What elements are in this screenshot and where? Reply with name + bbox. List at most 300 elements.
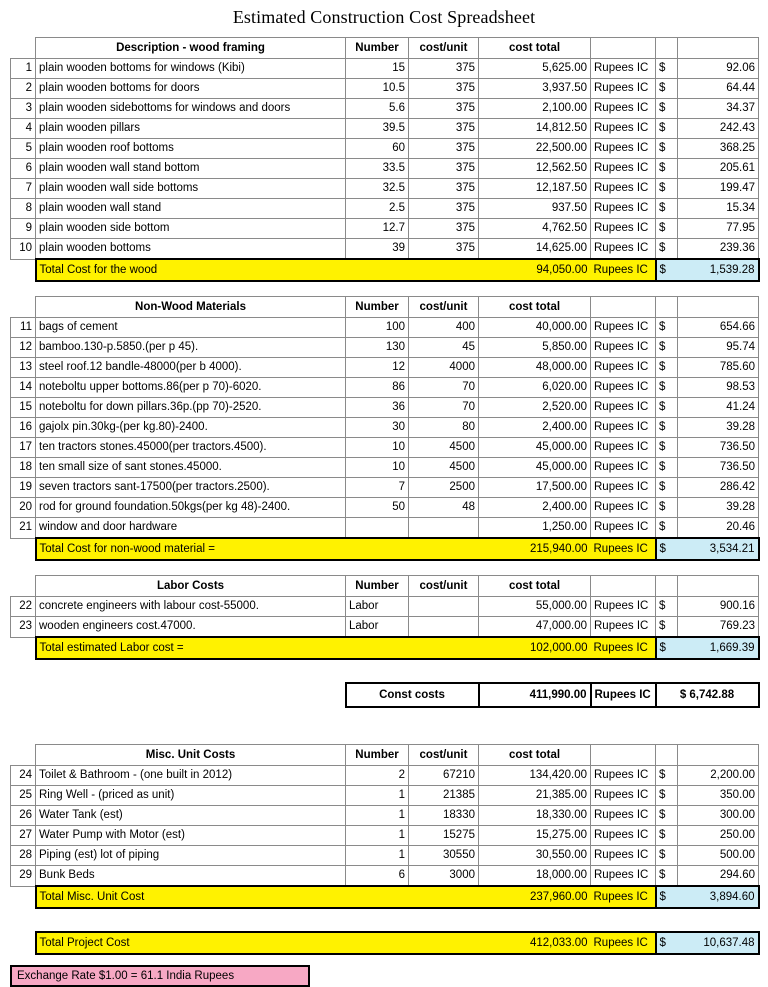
row-dollar-sign-cell: $ bbox=[656, 478, 678, 498]
row-dollar-sign-cell: $ bbox=[656, 139, 678, 159]
row-cost-unit-cell[interactable]: 18330 bbox=[409, 806, 479, 826]
row-quantity-cell[interactable]: 1 bbox=[346, 786, 409, 806]
row-quantity-cell[interactable]: 130 bbox=[346, 338, 409, 358]
row-usd-cell[interactable]: 2,200.00 bbox=[678, 766, 759, 786]
row-cost-unit-cell[interactable]: 375 bbox=[409, 119, 479, 139]
total-dollar-sign-cell: $ bbox=[656, 259, 678, 281]
column-header-cost-unit: cost/unit bbox=[409, 38, 479, 59]
table-row[interactable] bbox=[11, 866, 759, 887]
table-row[interactable] bbox=[11, 786, 759, 806]
row-currency-cell: Rupees IC bbox=[591, 786, 656, 806]
row-cost-total-cell[interactable]: 14,625.00 bbox=[479, 239, 591, 260]
column-header-usd bbox=[678, 38, 759, 59]
total-label-cell: Total estimated Labor cost = bbox=[36, 637, 346, 659]
table-row[interactable] bbox=[11, 179, 759, 199]
row-number-cell: 8 bbox=[11, 199, 36, 219]
row-cost-total-cell[interactable]: 45,000.00 bbox=[479, 438, 591, 458]
project-total-usd-cell: 10,637.48 bbox=[678, 932, 759, 954]
row-cost-unit-cell[interactable] bbox=[409, 518, 479, 539]
section-title-cell: Misc. Unit Costs bbox=[36, 745, 346, 766]
row-dollar-sign-cell: $ bbox=[656, 59, 678, 79]
row-number-cell: 3 bbox=[11, 99, 36, 119]
row-usd-cell[interactable]: 250.00 bbox=[678, 826, 759, 846]
row-description-cell[interactable]: plain wooden bottoms for doors bbox=[36, 79, 346, 99]
row-quantity-cell[interactable]: 86 bbox=[346, 378, 409, 398]
row-quantity-cell[interactable] bbox=[346, 518, 409, 539]
total-label-cell: Total Cost for non-wood material = bbox=[36, 538, 346, 560]
section-title-cell: Labor Costs bbox=[36, 576, 346, 597]
row-cost-total-cell[interactable]: 48,000.00 bbox=[479, 358, 591, 378]
column-header-currency bbox=[591, 38, 656, 59]
table-row[interactable] bbox=[11, 338, 759, 358]
row-description-cell[interactable]: plain wooden pillars bbox=[36, 119, 346, 139]
row-usd-cell[interactable]: 39.28 bbox=[678, 418, 759, 438]
row-dollar-sign-cell: $ bbox=[656, 199, 678, 219]
row-cost-unit-cell[interactable]: 80 bbox=[409, 418, 479, 438]
table-row[interactable] bbox=[11, 378, 759, 398]
row-currency-cell: Rupees IC bbox=[591, 119, 656, 139]
column-header-cost-unit: cost/unit bbox=[409, 576, 479, 597]
row-cost-total-cell[interactable]: 3,937.50 bbox=[479, 79, 591, 99]
row-description-cell[interactable]: steel roof.12 bandle-48000(per b 4000). bbox=[36, 358, 346, 378]
row-currency-cell: Rupees IC bbox=[591, 239, 656, 260]
row-quantity-cell[interactable]: 50 bbox=[346, 498, 409, 518]
row-cost-unit-cell[interactable]: 30550 bbox=[409, 846, 479, 866]
column-header-usd bbox=[678, 745, 759, 766]
row-description-cell[interactable]: rod for ground foundation.50kgs(per kg 48)-2400. bbox=[36, 498, 346, 518]
row-description-cell[interactable]: concrete engineers with labour cost-55000. bbox=[36, 597, 346, 617]
row-number-cell: 12 bbox=[11, 338, 36, 358]
table-row[interactable] bbox=[11, 139, 759, 159]
row-dollar-sign-cell: $ bbox=[656, 806, 678, 826]
row-description-cell[interactable]: plain wooden bottoms for windows (Kibi) bbox=[36, 59, 346, 79]
row-usd-cell[interactable]: 92.06 bbox=[678, 59, 759, 79]
row-usd-cell[interactable]: 205.61 bbox=[678, 159, 759, 179]
row-cost-unit-cell[interactable]: 70 bbox=[409, 378, 479, 398]
table-row[interactable] bbox=[11, 398, 759, 418]
total-amount-cell: 237,960.00 bbox=[479, 886, 591, 908]
row-usd-cell[interactable]: 64.44 bbox=[678, 79, 759, 99]
total-amount-cell: 102,000.00 bbox=[479, 637, 591, 659]
row-dollar-sign-cell: $ bbox=[656, 219, 678, 239]
row-usd-cell[interactable]: 95.74 bbox=[678, 338, 759, 358]
row-quantity-cell[interactable]: 12 bbox=[346, 358, 409, 378]
row-quantity-cell[interactable]: 2 bbox=[346, 766, 409, 786]
row-quantity-cell[interactable]: 12.7 bbox=[346, 219, 409, 239]
table-row[interactable] bbox=[11, 458, 759, 478]
total-dollar-sign-cell: $ bbox=[656, 886, 678, 908]
row-quantity-cell[interactable]: 10 bbox=[346, 438, 409, 458]
row-usd-cell[interactable]: 41.24 bbox=[678, 398, 759, 418]
row-usd-cell[interactable]: 368.25 bbox=[678, 139, 759, 159]
table-row[interactable] bbox=[11, 79, 759, 99]
column-header-cost-total: cost total bbox=[479, 297, 591, 318]
row-cost-unit-cell[interactable]: 375 bbox=[409, 139, 479, 159]
row-description-cell[interactable]: bags of cement bbox=[36, 318, 346, 338]
row-quantity-cell[interactable]: 39 bbox=[346, 239, 409, 260]
row-description-cell[interactable]: noteboltu upper bottoms.86(per p 70)-6020. bbox=[36, 378, 346, 398]
row-number-cell: 7 bbox=[11, 179, 36, 199]
total-usd-cell: 1,669.39 bbox=[678, 637, 759, 659]
row-cost-total-cell[interactable]: 5,625.00 bbox=[479, 59, 591, 79]
row-description-cell[interactable]: wooden engineers cost.47000. bbox=[36, 617, 346, 638]
row-cost-total-cell[interactable]: 4,762.50 bbox=[479, 219, 591, 239]
row-quantity-cell[interactable]: 60 bbox=[346, 139, 409, 159]
section-header-row bbox=[11, 38, 759, 59]
row-description-cell[interactable]: plain wooden wall stand bottom bbox=[36, 159, 346, 179]
const-costs-amount-cell: 411,990.00 bbox=[479, 683, 591, 707]
row-quantity-cell[interactable]: 36 bbox=[346, 398, 409, 418]
row-description-cell[interactable]: Water Pump with Motor (est) bbox=[36, 826, 346, 846]
total-dollar-sign-cell: $ bbox=[656, 538, 678, 560]
row-usd-cell[interactable]: 785.60 bbox=[678, 358, 759, 378]
row-number-cell: 15 bbox=[11, 398, 36, 418]
row-dollar-sign-cell: $ bbox=[656, 458, 678, 478]
total-row-offset-cell bbox=[11, 259, 36, 281]
row-quantity-cell[interactable]: 32.5 bbox=[346, 179, 409, 199]
spacer-row bbox=[11, 560, 759, 576]
row-description-cell[interactable]: Bunk Beds bbox=[36, 866, 346, 887]
section-total-row bbox=[11, 538, 759, 560]
row-quantity-cell[interactable]: 10 bbox=[346, 458, 409, 478]
row-currency-cell: Rupees IC bbox=[591, 498, 656, 518]
row-description-cell[interactable]: window and door hardware bbox=[36, 518, 346, 539]
row-cost-total-cell[interactable]: 14,812.50 bbox=[479, 119, 591, 139]
table-row[interactable] bbox=[11, 59, 759, 79]
total-row-offset-cell bbox=[11, 886, 36, 908]
total-usd-cell: 3,534.21 bbox=[678, 538, 759, 560]
row-usd-cell[interactable]: 654.66 bbox=[678, 318, 759, 338]
spacer-cell bbox=[11, 659, 759, 683]
row-cost-total-cell[interactable]: 12,562.50 bbox=[479, 159, 591, 179]
row-currency-cell: Rupees IC bbox=[591, 219, 656, 239]
row-currency-cell: Rupees IC bbox=[591, 59, 656, 79]
row-currency-cell: Rupees IC bbox=[591, 99, 656, 119]
row-quantity-cell[interactable]: 1 bbox=[346, 806, 409, 826]
table-row[interactable] bbox=[11, 518, 759, 539]
row-currency-cell: Rupees IC bbox=[591, 826, 656, 846]
total-label-cell: Total Misc. Unit Cost bbox=[36, 886, 346, 908]
column-header-cost-unit: cost/unit bbox=[409, 297, 479, 318]
row-number-cell: 29 bbox=[11, 866, 36, 887]
column-header-currency bbox=[591, 745, 656, 766]
row-cost-total-cell[interactable]: 47,000.00 bbox=[479, 617, 591, 638]
row-dollar-sign-cell: $ bbox=[656, 617, 678, 638]
row-description-cell[interactable]: noteboltu for down pillars.36p.(pp 70)-2520. bbox=[36, 398, 346, 418]
row-usd-cell[interactable]: 199.47 bbox=[678, 179, 759, 199]
row-cost-unit-cell[interactable]: 48 bbox=[409, 498, 479, 518]
row-cost-total-cell[interactable]: 55,000.00 bbox=[479, 597, 591, 617]
row-currency-cell: Rupees IC bbox=[591, 398, 656, 418]
row-description-cell[interactable]: ten small size of sant stones.45000. bbox=[36, 458, 346, 478]
row-cost-unit-cell[interactable]: 400 bbox=[409, 318, 479, 338]
total-cost-unit-cell bbox=[409, 637, 479, 659]
table-row[interactable] bbox=[11, 597, 759, 617]
row-description-cell[interactable]: Water Tank (est) bbox=[36, 806, 346, 826]
row-usd-cell[interactable]: 300.00 bbox=[678, 806, 759, 826]
row-cost-unit-cell[interactable] bbox=[409, 597, 479, 617]
spacer-row bbox=[11, 908, 759, 932]
row-dollar-sign-cell: $ bbox=[656, 318, 678, 338]
row-number-cell: 28 bbox=[11, 846, 36, 866]
row-quantity-cell[interactable]: Labor bbox=[346, 597, 409, 617]
row-quantity-cell[interactable]: 2.5 bbox=[346, 199, 409, 219]
row-description-cell[interactable]: Ring Well - (priced as unit) bbox=[36, 786, 346, 806]
row-cost-unit-cell[interactable]: 375 bbox=[409, 179, 479, 199]
table-row[interactable] bbox=[11, 438, 759, 458]
row-dollar-sign-cell: $ bbox=[656, 338, 678, 358]
row-usd-cell[interactable]: 736.50 bbox=[678, 458, 759, 478]
row-cost-total-cell[interactable]: 15,275.00 bbox=[479, 826, 591, 846]
row-cost-unit-cell[interactable]: 67210 bbox=[409, 766, 479, 786]
row-description-cell[interactable]: bamboo.130-p.5850.(per p 45). bbox=[36, 338, 346, 358]
table-row[interactable] bbox=[11, 806, 759, 826]
row-quantity-cell[interactable]: 100 bbox=[346, 318, 409, 338]
row-cost-unit-cell[interactable]: 375 bbox=[409, 59, 479, 79]
row-quantity-cell[interactable]: 5.6 bbox=[346, 99, 409, 119]
row-dollar-sign-cell: $ bbox=[656, 358, 678, 378]
row-number-cell: 16 bbox=[11, 418, 36, 438]
spacer-row bbox=[11, 659, 759, 683]
row-cost-total-cell[interactable]: 937.50 bbox=[479, 199, 591, 219]
cost-spreadsheet bbox=[10, 37, 760, 963]
row-cost-unit-cell[interactable]: 2500 bbox=[409, 478, 479, 498]
row-usd-cell[interactable]: 34.37 bbox=[678, 99, 759, 119]
row-number-cell: 27 bbox=[11, 826, 36, 846]
row-description-cell[interactable]: gajolx pin.30kg-(per kg.80)-2400. bbox=[36, 418, 346, 438]
table-row[interactable] bbox=[11, 826, 759, 846]
row-currency-cell: Rupees IC bbox=[591, 318, 656, 338]
table-row[interactable] bbox=[11, 498, 759, 518]
table-row[interactable] bbox=[11, 358, 759, 378]
row-cost-unit-cell[interactable]: 45 bbox=[409, 338, 479, 358]
row-currency-cell: Rupees IC bbox=[591, 806, 656, 826]
row-dollar-sign-cell: $ bbox=[656, 239, 678, 260]
table-row[interactable] bbox=[11, 846, 759, 866]
row-cost-unit-cell[interactable]: 21385 bbox=[409, 786, 479, 806]
column-header-cost-unit: cost/unit bbox=[409, 745, 479, 766]
row-number-cell: 18 bbox=[11, 458, 36, 478]
row-usd-cell[interactable]: 294.60 bbox=[678, 866, 759, 887]
project-total-amount-cell: 412,033.00 bbox=[479, 932, 591, 954]
row-quantity-cell[interactable]: 15 bbox=[346, 59, 409, 79]
total-quantity-cell bbox=[346, 886, 409, 908]
row-number-cell: 13 bbox=[11, 358, 36, 378]
row-description-cell[interactable]: plain wooden wall side bottoms bbox=[36, 179, 346, 199]
page-title: Estimated Construction Cost Spreadsheet bbox=[232, 7, 536, 27]
row-currency-cell: Rupees IC bbox=[591, 846, 656, 866]
table-row[interactable] bbox=[11, 219, 759, 239]
row-cost-total-cell[interactable]: 22,500.00 bbox=[479, 139, 591, 159]
row-currency-cell: Rupees IC bbox=[591, 418, 656, 438]
section-title-cell: Non-Wood Materials bbox=[36, 297, 346, 318]
row-number-cell: 1 bbox=[11, 59, 36, 79]
row-cost-total-cell[interactable]: 21,385.00 bbox=[479, 786, 591, 806]
row-number-cell: 24 bbox=[11, 766, 36, 786]
row-usd-cell[interactable]: 500.00 bbox=[678, 846, 759, 866]
row-number-cell: 21 bbox=[11, 518, 36, 539]
row-cost-unit-cell[interactable]: 375 bbox=[409, 199, 479, 219]
row-dollar-sign-cell: $ bbox=[656, 766, 678, 786]
row-quantity-cell[interactable]: 39.5 bbox=[346, 119, 409, 139]
section-corner-cell bbox=[11, 745, 36, 766]
row-cost-unit-cell[interactable]: 375 bbox=[409, 219, 479, 239]
total-usd-cell: 1,539.28 bbox=[678, 259, 759, 281]
row-quantity-cell[interactable]: 1 bbox=[346, 826, 409, 846]
total-currency-cell: Rupees IC bbox=[591, 538, 656, 560]
section-corner-cell bbox=[11, 576, 36, 597]
row-description-cell[interactable]: plain wooden bottoms bbox=[36, 239, 346, 260]
exchange-rate-box: Exchange Rate $1.00 = 61.1 India Rupees bbox=[10, 965, 310, 987]
row-description-cell[interactable]: plain wooden roof bottoms bbox=[36, 139, 346, 159]
row-quantity-cell[interactable]: 10.5 bbox=[346, 79, 409, 99]
project-total-offset-cell bbox=[11, 932, 36, 954]
section-corner-cell bbox=[11, 297, 36, 318]
row-usd-cell[interactable]: 98.53 bbox=[678, 378, 759, 398]
section-header-row bbox=[11, 576, 759, 597]
column-header-cost-total: cost total bbox=[479, 745, 591, 766]
row-currency-cell: Rupees IC bbox=[591, 378, 656, 398]
row-cost-total-cell[interactable]: 40,000.00 bbox=[479, 318, 591, 338]
row-dollar-sign-cell: $ bbox=[656, 378, 678, 398]
column-header-dollar-sign bbox=[656, 745, 678, 766]
row-cost-total-cell[interactable]: 45,000.00 bbox=[479, 458, 591, 478]
row-number-cell: 9 bbox=[11, 219, 36, 239]
section-total-row bbox=[11, 259, 759, 281]
row-usd-cell[interactable]: 239.36 bbox=[678, 239, 759, 260]
row-description-cell[interactable]: Piping (est) lot of piping bbox=[36, 846, 346, 866]
row-cost-total-cell[interactable]: 2,520.00 bbox=[479, 398, 591, 418]
row-dollar-sign-cell: $ bbox=[656, 179, 678, 199]
row-cost-total-cell[interactable]: 5,850.00 bbox=[479, 338, 591, 358]
total-cost-unit-cell bbox=[409, 538, 479, 560]
table-row[interactable] bbox=[11, 239, 759, 260]
column-header-number: Number bbox=[346, 297, 409, 318]
project-total-row bbox=[11, 932, 759, 954]
row-cost-unit-cell[interactable] bbox=[409, 617, 479, 638]
row-cost-unit-cell[interactable]: 3000 bbox=[409, 866, 479, 887]
row-cost-unit-cell[interactable]: 375 bbox=[409, 239, 479, 260]
row-usd-cell[interactable]: 15.34 bbox=[678, 199, 759, 219]
row-currency-cell: Rupees IC bbox=[591, 597, 656, 617]
row-dollar-sign-cell: $ bbox=[656, 518, 678, 539]
row-cost-total-cell[interactable]: 2,100.00 bbox=[479, 99, 591, 119]
row-quantity-cell[interactable]: 1 bbox=[346, 846, 409, 866]
project-total-label-cell: Total Project Cost bbox=[36, 932, 346, 954]
total-amount-cell: 94,050.00 bbox=[479, 259, 591, 281]
row-dollar-sign-cell: $ bbox=[656, 826, 678, 846]
table-row[interactable] bbox=[11, 159, 759, 179]
row-cost-unit-cell[interactable]: 375 bbox=[409, 99, 479, 119]
row-quantity-cell[interactable]: 33.5 bbox=[346, 159, 409, 179]
table-row[interactable] bbox=[11, 418, 759, 438]
table-row[interactable] bbox=[11, 99, 759, 119]
row-cost-unit-cell[interactable]: 375 bbox=[409, 159, 479, 179]
row-cost-total-cell[interactable]: 18,000.00 bbox=[479, 866, 591, 887]
table-row[interactable] bbox=[11, 119, 759, 139]
row-quantity-cell[interactable]: 7 bbox=[346, 478, 409, 498]
row-dollar-sign-cell: $ bbox=[656, 597, 678, 617]
row-cost-total-cell[interactable]: 2,400.00 bbox=[479, 498, 591, 518]
column-header-usd bbox=[678, 576, 759, 597]
row-dollar-sign-cell: $ bbox=[656, 498, 678, 518]
row-usd-cell[interactable]: 736.50 bbox=[678, 438, 759, 458]
row-usd-cell[interactable]: 39.28 bbox=[678, 498, 759, 518]
row-usd-cell[interactable]: 286.42 bbox=[678, 478, 759, 498]
row-cost-unit-cell[interactable]: 4500 bbox=[409, 458, 479, 478]
row-description-cell[interactable]: Toilet & Bathroom - (one built in 2012) bbox=[36, 766, 346, 786]
row-description-cell[interactable]: plain wooden sidebottoms for windows and doors bbox=[36, 99, 346, 119]
spacer-row bbox=[11, 730, 759, 745]
row-dollar-sign-cell: $ bbox=[656, 846, 678, 866]
row-cost-unit-cell[interactable]: 4500 bbox=[409, 438, 479, 458]
column-header-currency bbox=[591, 576, 656, 597]
row-cost-total-cell[interactable]: 30,550.00 bbox=[479, 846, 591, 866]
total-currency-cell: Rupees IC bbox=[591, 886, 656, 908]
row-cost-unit-cell[interactable]: 70 bbox=[409, 398, 479, 418]
row-quantity-cell[interactable]: Labor bbox=[346, 617, 409, 638]
row-currency-cell: Rupees IC bbox=[591, 866, 656, 887]
row-cost-total-cell[interactable]: 18,330.00 bbox=[479, 806, 591, 826]
table-row[interactable] bbox=[11, 617, 759, 638]
row-cost-total-cell[interactable]: 12,187.50 bbox=[479, 179, 591, 199]
row-cost-unit-cell[interactable]: 4000 bbox=[409, 358, 479, 378]
section-header-row bbox=[11, 297, 759, 318]
project-total-cost-unit-cell bbox=[409, 932, 479, 954]
section-total-row bbox=[11, 886, 759, 908]
row-quantity-cell[interactable]: 30 bbox=[346, 418, 409, 438]
row-cost-unit-cell[interactable]: 15275 bbox=[409, 826, 479, 846]
table-row[interactable] bbox=[11, 318, 759, 338]
row-cost-unit-cell[interactable]: 375 bbox=[409, 79, 479, 99]
row-currency-cell: Rupees IC bbox=[591, 438, 656, 458]
table-row[interactable] bbox=[11, 478, 759, 498]
row-usd-cell[interactable]: 77.95 bbox=[678, 219, 759, 239]
row-description-cell[interactable]: plain wooden wall stand bbox=[36, 199, 346, 219]
table-row[interactable] bbox=[11, 199, 759, 219]
row-cost-total-cell[interactable]: 2,400.00 bbox=[479, 418, 591, 438]
row-cost-total-cell[interactable]: 134,420.00 bbox=[479, 766, 591, 786]
row-usd-cell[interactable]: 20.46 bbox=[678, 518, 759, 539]
row-usd-cell[interactable]: 769.23 bbox=[678, 617, 759, 638]
row-currency-cell: Rupees IC bbox=[591, 199, 656, 219]
total-cost-unit-cell bbox=[409, 886, 479, 908]
row-number-cell: 20 bbox=[11, 498, 36, 518]
row-usd-cell[interactable]: 350.00 bbox=[678, 786, 759, 806]
row-currency-cell: Rupees IC bbox=[591, 458, 656, 478]
total-usd-cell: 3,894.60 bbox=[678, 886, 759, 908]
row-usd-cell[interactable]: 900.16 bbox=[678, 597, 759, 617]
row-dollar-sign-cell: $ bbox=[656, 119, 678, 139]
total-dollar-sign-cell: $ bbox=[656, 637, 678, 659]
row-dollar-sign-cell: $ bbox=[656, 786, 678, 806]
column-header-number: Number bbox=[346, 745, 409, 766]
row-description-cell[interactable]: seven tractors sant-17500(per tractors.2500). bbox=[36, 478, 346, 498]
row-cost-total-cell[interactable]: 17,500.00 bbox=[479, 478, 591, 498]
table-row[interactable] bbox=[11, 766, 759, 786]
row-usd-cell[interactable]: 242.43 bbox=[678, 119, 759, 139]
row-dollar-sign-cell: $ bbox=[656, 159, 678, 179]
column-header-usd bbox=[678, 297, 759, 318]
row-description-cell[interactable]: ten tractors stones.45000(per tractors.4500). bbox=[36, 438, 346, 458]
row-quantity-cell[interactable]: 6 bbox=[346, 866, 409, 887]
row-description-cell[interactable]: plain wooden side bottom bbox=[36, 219, 346, 239]
row-dollar-sign-cell: $ bbox=[656, 866, 678, 887]
row-dollar-sign-cell: $ bbox=[656, 418, 678, 438]
total-amount-cell: 215,940.00 bbox=[479, 538, 591, 560]
row-cost-total-cell[interactable]: 6,020.00 bbox=[479, 378, 591, 398]
row-cost-total-cell[interactable]: 1,250.00 bbox=[479, 518, 591, 539]
